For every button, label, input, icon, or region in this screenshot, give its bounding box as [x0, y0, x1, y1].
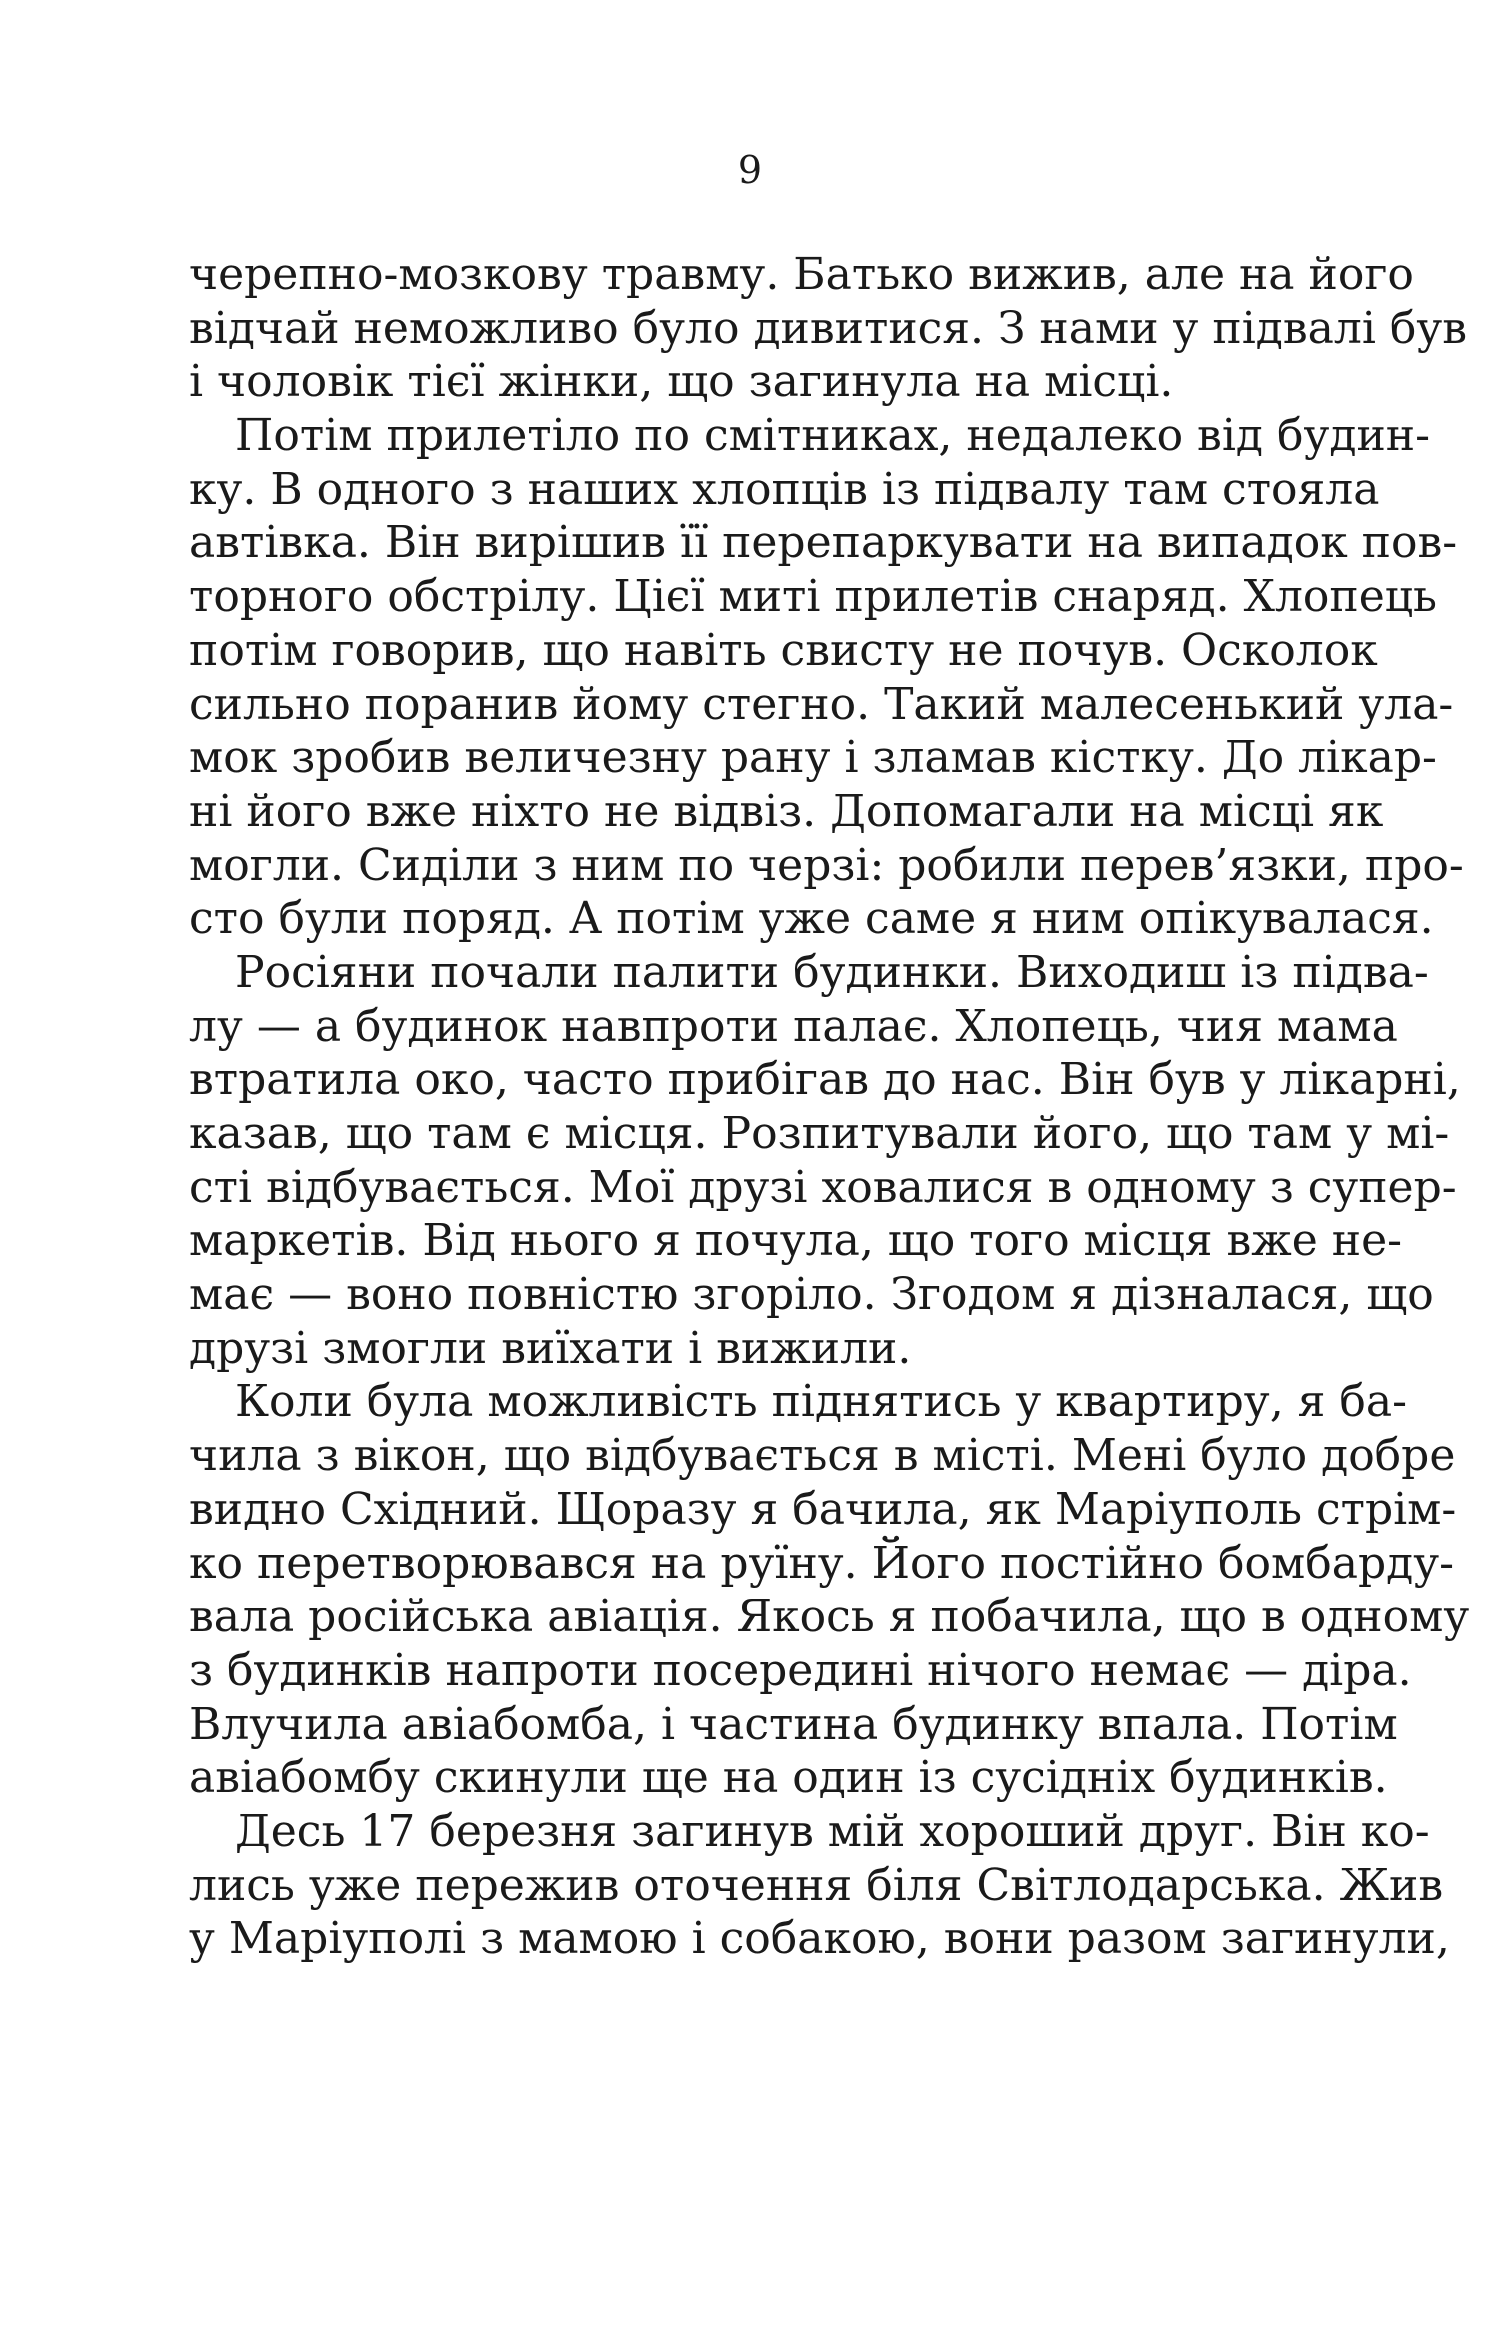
text-line: друзі змогли виїхати і вижили.: [189, 1322, 912, 1374]
text-line: відчай неможливо було дивитися. З нами у підвалі був: [189, 302, 1468, 354]
text-line: потім говорив, що навіть свисту не почув. Осколок: [189, 624, 1378, 676]
text-line: мок зробив величезну рану і зламав кістку. До лікар-: [189, 732, 1437, 784]
paragraph: [189, 946, 1461, 1376]
text-line: вала російська авіація. Якось я побачила, що в одному: [189, 1591, 1470, 1643]
text-line: має — воно повністю згоріло. Згодом я дізналася, що: [189, 1269, 1434, 1321]
paragraph: [189, 1375, 1470, 1805]
text-line: Коли була можливість піднятись у квартиру, я ба-: [235, 1376, 1407, 1428]
text-body: [189, 248, 1470, 1966]
text-line: втратила око, часто прибігав до нас. Він був у лікарні,: [189, 1054, 1461, 1106]
text-line: видно Східний. Щоразу я бачила, як Маріуполь стрім-: [189, 1483, 1457, 1535]
text-line: лу — а будинок навпроти палає. Хлопець, чия мама: [189, 1000, 1398, 1052]
text-line: і чоловік тієї жінки, що загинула на місці.: [189, 356, 1174, 408]
text-line: сильно поранив йому стегно. Такий малесенький ула-: [189, 678, 1454, 730]
text-line: сто були поряд. А потім уже саме я ним опікувалася.: [189, 893, 1434, 945]
paragraph: [189, 409, 1464, 946]
text-line: авіабомбу скинули ще на один із сусідніх будинків.: [189, 1752, 1388, 1804]
text-line: Росіяни почали палити будинки. Виходиш із підва-: [235, 946, 1429, 998]
text-line: ні його вже ніхто не відвіз. Допомагали на місці як: [189, 785, 1384, 837]
text-line: ко перетворювався на руїну. Його постійно бомбарду-: [189, 1537, 1454, 1589]
text-line: сті відбувається. Мої друзі ховалися в одному з супер-: [189, 1161, 1457, 1213]
text-line: ку. В одного з наших хлопців із підвалу там стояла: [189, 463, 1380, 515]
text-line: маркетів. Від нього я почула, що того місця вже не-: [189, 1215, 1403, 1267]
text-line: Десь 17 березня загинув мій хороший друг. Він ко-: [235, 1805, 1430, 1857]
text-line: торного обстрілу. Цієї миті прилетів снаряд. Хлопець: [189, 571, 1438, 623]
page-number: 9: [737, 148, 763, 192]
text-line: могли. Сиділи з ним по черзі: робили перев’язки, про-: [189, 839, 1464, 891]
text-line: у Маріуполі з мамою і собакою, вони разом загинули,: [189, 1913, 1450, 1965]
text-line: казав, що там є місця. Розпитували його, що там у мі-: [189, 1108, 1450, 1159]
text-line: черепно-мозкову травму. Батько вижив, але на його: [189, 249, 1414, 300]
paragraph: [189, 248, 1468, 409]
text-line: чила з вікон, що відбувається в місті. Мені було добре: [189, 1430, 1456, 1482]
text-line: з будинків напроти посередині нічого немає — діра.: [189, 1644, 1412, 1696]
text-line: лись уже пережив оточення біля Світлодарська. Жив: [189, 1859, 1444, 1911]
paragraph: [189, 1805, 1450, 1966]
text-line: Потім прилетіло по смітниках, недалеко від будин-: [235, 410, 1430, 462]
text-line: автівка. Він вирішив її перепаркувати на випадок пов-: [189, 517, 1458, 569]
text-line: Влучила авіабомба, і частина будинку впала. Потім: [189, 1698, 1398, 1750]
